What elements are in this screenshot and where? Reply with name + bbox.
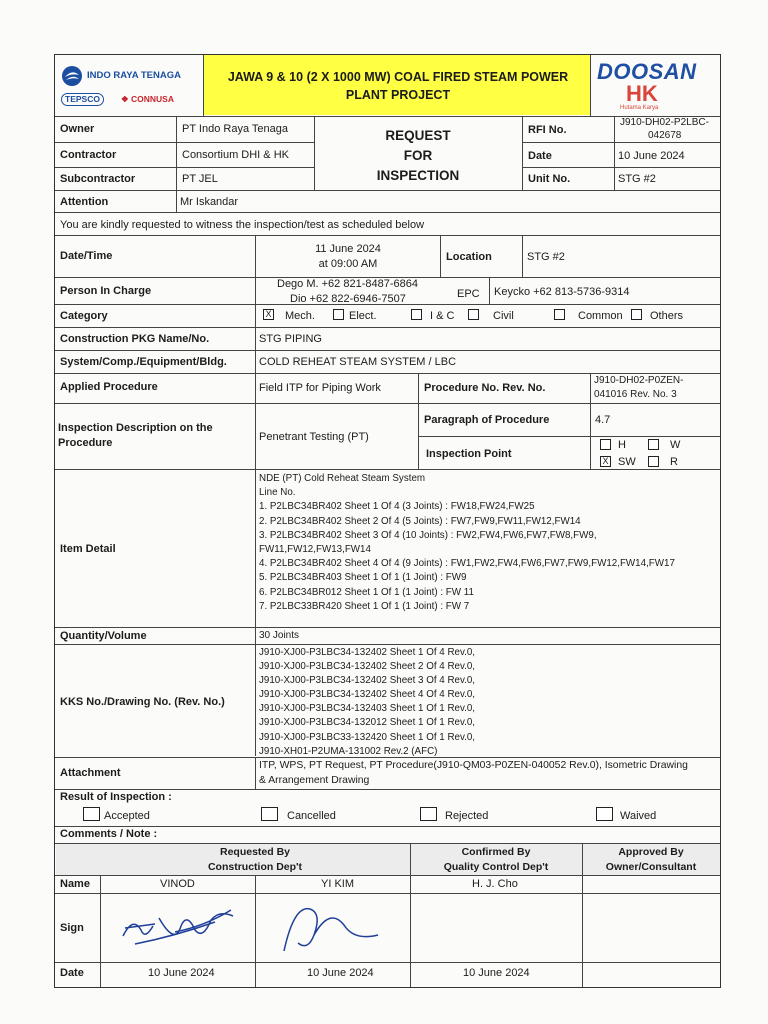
owner-label: Owner (60, 123, 95, 135)
item-detail-line: NDE (PT) Cold Reheat Steam System (259, 473, 426, 484)
date-quality: 10 June 2024 (463, 967, 530, 979)
others-label: Others (650, 310, 684, 322)
civil-checkbox[interactable] (468, 309, 479, 320)
h-label: H (618, 439, 626, 451)
quantity-value: 30 Joints (259, 630, 300, 641)
common-label: Common (578, 310, 623, 322)
attention-label: Attention (60, 196, 109, 208)
attention-value: Mr Iskandar (180, 196, 239, 208)
comments-label: Comments / Note : (60, 828, 158, 840)
system-label: System/Comp./Equipment/Bldg. (60, 356, 227, 368)
civil-label: Civil (493, 310, 514, 322)
hk-logo-text: HK (626, 81, 658, 106)
item-detail-line: 3. P2LBC34BR402 Sheet 3 Of 4 (10 Joints) : FW2,FW4,FW6,FW7,FW8,FW9, (259, 529, 597, 541)
procedure-no-label: Procedure No. Rev. No. (424, 382, 546, 394)
sign-label: Sign (60, 922, 84, 934)
cancelled-label: Cancelled (287, 810, 336, 822)
procedure-no-line2: 041016 Rev. No. 3 (594, 389, 677, 400)
item-detail-line: Line No. (259, 487, 296, 499)
inspection-date: 11 June 2024 (315, 243, 381, 255)
schedule-datetime (256, 242, 440, 272)
attachment-line2: & Arrangement Drawing (259, 775, 370, 786)
date-construction-2: 10 June 2024 (307, 967, 374, 979)
paragraph-value: 4.7 (595, 414, 611, 426)
r-label: R (670, 456, 678, 468)
inspection-desc-label (58, 421, 213, 451)
kks-line: J910-XJ00-P3LBC34-132402 Sheet 2 Of 4 Rev.0, (259, 661, 476, 673)
doosan-logo-text: DOOSAN (597, 59, 697, 84)
owner-consultant-label: Owner/Consultant (605, 861, 697, 873)
quantity-label: Quantity/Volume (60, 630, 147, 642)
epc-label: EPC (457, 288, 480, 300)
hk-logo-sub: Hutama Karya (620, 105, 659, 111)
indo-raya-logo-icon (61, 65, 83, 87)
attachment-line1: ITP, WPS, PT Request, PT Procedure(J910-QM03-P0ZEN-040052 Rev.0), Isometric Drawing (259, 760, 688, 771)
common-checkbox[interactable] (554, 309, 565, 320)
applied-procedure-value: Field ITP for Piping Work (259, 382, 381, 394)
date-label: Date (528, 150, 552, 162)
inspection-time: at 09:00 AM (318, 258, 378, 270)
elect-checkbox[interactable] (333, 309, 344, 320)
inspection-desc-label-line2: Procedure (58, 437, 113, 449)
mech-checkbox[interactable]: X (263, 309, 274, 320)
item-detail-line: 4. P2LBC34BR402 Sheet 4 Of 4 (9 Joints) : FW1,FW2,FW4,FW6,FW7,FW9,FW12,FW14,FW17 (259, 558, 675, 570)
kks-list (259, 646, 475, 759)
accepted-checkbox[interactable] (83, 807, 100, 821)
inspection-desc-value: Penetrant Testing (PT) (259, 431, 369, 443)
pic-label: Person In Charge (60, 285, 152, 297)
approved-by-header (582, 845, 720, 875)
waived-label: Waived (620, 810, 657, 822)
sw-checkbox[interactable]: X (600, 456, 611, 467)
ic-checkbox[interactable] (411, 309, 422, 320)
h-checkbox[interactable] (600, 439, 611, 450)
w-checkbox[interactable] (648, 439, 659, 450)
date-value: 10 June 2024 (618, 150, 685, 162)
form-title (315, 126, 521, 186)
item-detail-list (259, 472, 675, 614)
elect-label: Elect. (349, 310, 377, 322)
kks-label: KKS No./Drawing No. (Rev. No.) (60, 696, 225, 708)
signature-vinod-icon (115, 896, 245, 958)
inspection-desc-label-line1: Inspection Description on the (58, 422, 213, 434)
date-construction: 10 June 2024 (148, 967, 215, 979)
kks-line: J910-XH01-P2UMA-131002 Rev.2 (AFC) (259, 745, 438, 757)
owner-value: PT Indo Raya Tenaga (182, 123, 289, 135)
connusa-logo-text: CONNUSA (131, 94, 174, 104)
procedure-no-line1: J910-DH02-P0ZEN- (594, 375, 684, 386)
contractor-value: Consortium DHI & HK (182, 149, 289, 161)
subcontractor-label: Subcontractor (60, 173, 136, 185)
item-detail-line: FW11,FW12,FW13,FW14 (259, 544, 371, 556)
rejected-label: Rejected (445, 810, 489, 822)
result-label: Result of Inspection : (60, 791, 172, 803)
ic-label: I & C (430, 310, 455, 322)
datetime-label: Date/Time (60, 250, 113, 262)
kks-line: J910-XJ00-P3LBC34-132403 Sheet 1 Of 1 Rev.0, (259, 703, 476, 715)
confirmed-by-label: Confirmed By (461, 846, 531, 858)
w-label: W (670, 439, 681, 451)
kks-line: J910-XJ00-P3LBC34-132402 Sheet 1 Of 4 Rev.0, (259, 647, 476, 658)
confirmed-by-header (410, 845, 582, 875)
form-title-line2: FOR (403, 148, 433, 163)
pkg-value: STG PIPING (259, 333, 322, 345)
header-logos-right (592, 55, 720, 115)
accepted-label: Accepted (104, 810, 150, 822)
header-logos-left (55, 55, 203, 115)
name-label: Name (60, 878, 90, 890)
request-sentence: You are kindly requested to witness the inspection/test as scheduled below (60, 219, 425, 231)
location-value: STG #2 (527, 251, 565, 263)
project-title: JAWA 9 & 10 (2 X 1000 MW) COAL FIRED STEAM POWER PLANT PROJECT (227, 70, 569, 102)
item-detail-line: 2. P2LBC34BR402 Sheet 2 Of 4 (5 Joints) : FW7,FW9,FW11,FW12,FW14 (259, 515, 581, 527)
rfi-value-line2: 042678 (648, 130, 682, 141)
category-label: Category (60, 310, 108, 322)
epc-value: Keycko +62 813-5736-9314 (494, 286, 630, 298)
inspection-point-label: Inspection Point (426, 448, 512, 460)
requested-by-header (100, 845, 410, 875)
client-logo-text: INDO RAYA TENAGA (87, 70, 181, 81)
mech-label: Mech. (285, 310, 315, 322)
rejected-checkbox[interactable] (420, 807, 437, 821)
name-construction: VINOD (160, 878, 195, 890)
signature-yikim-icon (270, 895, 400, 961)
kks-line: J910-XJ00-P3LBC34-132402 Sheet 3 Of 4 Rev.0, (259, 675, 476, 687)
rfi-label: RFI No. (528, 124, 567, 136)
system-value: COLD REHEAT STEAM SYSTEM / LBC (259, 356, 457, 368)
item-detail-line: 6. P2LBC34BR012 Sheet 1 Of 1 (1 Joint) : FW 11 (259, 586, 474, 598)
attachment-label: Attachment (60, 767, 121, 779)
construction-dept-label: Construction Dep't (207, 861, 303, 873)
contractor-label: Contractor (60, 149, 117, 161)
pkg-label: Construction PKG Name/No. (60, 333, 210, 345)
name-construction-2: YI KIM (321, 878, 355, 890)
kks-line: J910-XJ00-P3LBC34-132402 Sheet 4 Of 4 Rev.0, (259, 689, 476, 701)
form-title-line1: REQUEST (385, 128, 451, 143)
name-quality: H. J. Cho (472, 878, 518, 890)
sw-label: SW (618, 456, 636, 468)
item-detail-label: Item Detail (60, 543, 116, 555)
location-label: Location (446, 251, 492, 263)
r-checkbox[interactable] (648, 456, 659, 467)
connusa-logo (121, 94, 174, 105)
connusa-circle-icon: ❖ (121, 94, 129, 104)
form-title-line3: INSPECTION (376, 168, 460, 183)
item-detail-line: 7. P2LBC33BR420 Sheet 1 Of 1 (1 Joint) : FW 7 (259, 600, 470, 612)
subcontractor-value: PT JEL (182, 173, 218, 185)
cancelled-checkbox[interactable] (261, 807, 278, 821)
kks-line: J910-XJ00-P3LBC34-132012 Sheet 1 Of 1 Rev.0, (259, 717, 476, 729)
applied-procedure-label: Applied Procedure (60, 381, 158, 393)
kks-line: J910-XJ00-P3LBC33-132420 Sheet 1 Of 1 Rev.0, (259, 731, 476, 743)
date-row-label: Date (60, 967, 84, 979)
unit-label: Unit No. (528, 173, 571, 185)
item-detail-line: 5. P2LBC34BR403 Sheet 1 Of 1 (1 Joint) : FW9 (259, 572, 467, 584)
tepsco-logo: TEPSCO (61, 93, 104, 106)
waived-checkbox[interactable] (596, 807, 613, 821)
item-detail-line: 1. P2LBC34BR402 Sheet 1 Of 4 (3 Joints) : FW18,FW24,FW25 (259, 501, 535, 513)
requested-by-label: Requested By (219, 846, 291, 858)
rfi-value-line1: J910-DH02-P2LBC- (620, 117, 709, 128)
others-checkbox[interactable] (631, 309, 642, 320)
paragraph-label: Paragraph of Procedure (424, 414, 550, 426)
approved-by-label: Approved By (618, 846, 684, 858)
pic-contact-1: Dego M. +62 821-8487-6864 (277, 278, 418, 290)
unit-value: STG #2 (618, 173, 656, 185)
pic-contact-2: Dio +62 822-6946-7507 (290, 293, 406, 305)
quality-dept-label: Quality Control Dep't (443, 861, 549, 873)
